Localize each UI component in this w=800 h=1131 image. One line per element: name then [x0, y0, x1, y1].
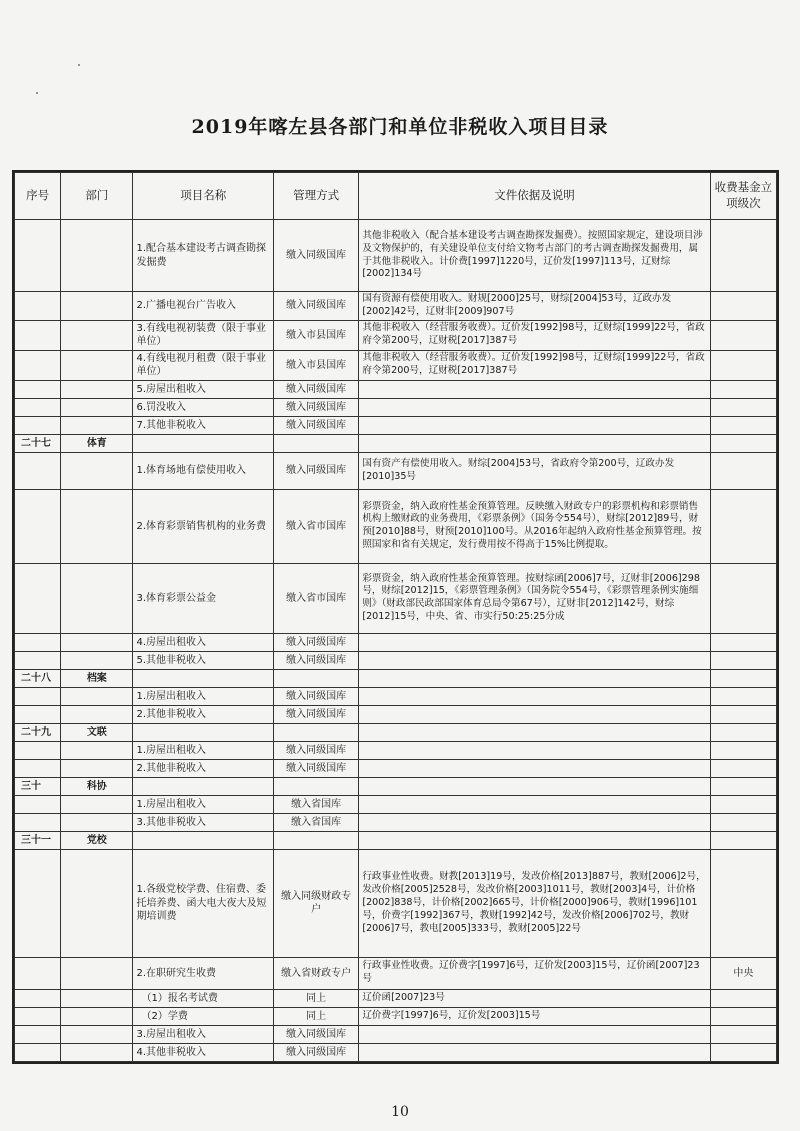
cell-document-basis [359, 723, 710, 741]
cell-approval-level [710, 633, 776, 651]
cell-approval-level [710, 795, 776, 813]
cell-management: 缴入同级国库 [274, 452, 359, 489]
cell-management: 缴入市县国库 [274, 320, 359, 350]
cell-document-basis [359, 705, 710, 723]
cell-management [274, 831, 359, 849]
cell-item-name: 3.其他非税收入 [133, 813, 274, 831]
cell-dept [61, 651, 133, 669]
cell-approval-level [710, 398, 776, 416]
header-level: 收费基金立项级次 [710, 173, 776, 220]
cell-seq [15, 398, 61, 416]
cell-document-basis: 辽价函[2007]23号 [359, 989, 710, 1007]
cell-document-basis: 彩票资金，纳入政府性基金预算管理。按财综函[2006]7号，辽财非[2006]298号，财综[2012]15，《彩票管理条例》（国务院令554号，《彩票管理条例实施细则》（财政部民政部国家体育总局令第67号），辽财非[2012]142号，财综[2012]15号，中央、省、市实行50:25:25分成 [359, 563, 710, 633]
cell-seq [15, 741, 61, 759]
table-row [15, 1043, 777, 1061]
table-row [15, 220, 777, 292]
category-row [15, 723, 777, 741]
cell-approval-level [710, 759, 776, 777]
cell-dept [61, 1025, 133, 1043]
cell-approval-level [710, 320, 776, 350]
cell-approval-level [710, 434, 776, 452]
cell-document-basis: 辽价费字[1997]6号，辽价发[2003]15号 [359, 1007, 710, 1025]
cell-approval-level [710, 380, 776, 398]
cell-seq [15, 1025, 61, 1043]
cell-seq [15, 957, 61, 989]
cell-dept [61, 687, 133, 705]
table-header-row [15, 173, 777, 220]
cell-management: 缴入省国库 [274, 795, 359, 813]
cell-approval-level [710, 292, 776, 321]
cell-item-name: 2.其他非税收入 [133, 759, 274, 777]
category-row [15, 669, 777, 687]
cell-item-name: 4.其他非税收入 [133, 1043, 274, 1061]
table-row [15, 380, 777, 398]
cell-seq [15, 651, 61, 669]
cell-seq [15, 687, 61, 705]
table-row [15, 633, 777, 651]
cell-item-name: 1.体育场地有偿使用收入 [133, 452, 274, 489]
cell-document-basis: 行政事业性收费。财教[2013]19号，发改价格[2013]887号，教财[2006]2号，发改价格[2005]2528号，发改价格[2003]1011号，教财[2003]4号，计价格[2002]838号，计价格[2002]665号，计价格[2000]906号，教财[1996]101号，价费字[1992]367号，教财[1992]42号，发改价格[2006]702号，教财[2006]7号，教电[2005]333号，教财[2005]22号 [359, 849, 710, 957]
cell-dept [61, 705, 133, 723]
cell-seq: 二十八 [15, 669, 61, 687]
cell-item-name: 1.房屋出租收入 [133, 741, 274, 759]
cell-seq [15, 380, 61, 398]
cell-approval-level [710, 723, 776, 741]
cell-management: 缴入同级国库 [274, 651, 359, 669]
cell-item-name: 1.房屋出租收入 [133, 687, 274, 705]
cell-item-name: 2.其他非税收入 [133, 705, 274, 723]
table-row [15, 416, 777, 434]
cell-seq [15, 416, 61, 434]
cell-management: 缴入同级国库 [274, 633, 359, 651]
cell-approval-level [710, 687, 776, 705]
cell-document-basis: 国有资源有偿使用收入。财规[2000]25号，财综[2004]53号，辽政办发[2002]42号，辽财非[2009]907号 [359, 292, 710, 321]
cell-seq [15, 220, 61, 292]
cell-dept [61, 380, 133, 398]
table-body [15, 220, 777, 1062]
cell-document-basis [359, 831, 710, 849]
cell-dept [61, 489, 133, 563]
table-row [15, 759, 777, 777]
cell-dept [61, 563, 133, 633]
cell-item-name: 3.房屋出租收入 [133, 1025, 274, 1043]
cell-dept [61, 989, 133, 1007]
cell-item-name: 3.有线电视初装费（限于事业单位） [133, 320, 274, 350]
table-row [15, 1025, 777, 1043]
cell-seq [15, 813, 61, 831]
cell-seq: 二十九 [15, 723, 61, 741]
cell-item-name [133, 434, 274, 452]
cell-seq [15, 489, 61, 563]
cell-management: 缴入同级国库 [274, 416, 359, 434]
cell-dept: 档案 [61, 669, 133, 687]
cell-dept [61, 813, 133, 831]
header-doc: 文件依据及说明 [359, 173, 710, 220]
cell-management: 缴入省市国库 [274, 563, 359, 633]
cell-approval-level [710, 350, 776, 380]
cell-item-name: 2.体育彩票销售机构的业务费 [133, 489, 274, 563]
cell-document-basis [359, 741, 710, 759]
cell-management [274, 723, 359, 741]
cell-document-basis [359, 795, 710, 813]
cell-seq: 三十一 [15, 831, 61, 849]
cell-item-name [133, 723, 274, 741]
cell-seq [15, 292, 61, 321]
cell-document-basis: 行政事业性收费。辽价费字[1997]6号，辽价发[2003]15号，辽价函[2007]23号 [359, 957, 710, 989]
cell-dept [61, 320, 133, 350]
cell-dept [61, 741, 133, 759]
cell-document-basis [359, 777, 710, 795]
cell-seq [15, 849, 61, 957]
table-row [15, 849, 777, 957]
cell-item-name: 2.在职研究生收费 [133, 957, 274, 989]
cell-approval-level [710, 741, 776, 759]
cell-document-basis [359, 687, 710, 705]
cell-document-basis [359, 434, 710, 452]
cell-seq: 三十 [15, 777, 61, 795]
cell-dept [61, 292, 133, 321]
table-row [15, 452, 777, 489]
cell-document-basis: 其他非税收入（经营服务收费）。辽价发[1992]98号，辽财综[1999]22号，省政府令第200号，辽财税[2017]387号 [359, 320, 710, 350]
cell-dept [61, 452, 133, 489]
cell-document-basis [359, 1043, 710, 1061]
cell-document-basis [359, 813, 710, 831]
cell-seq: 二十七 [15, 434, 61, 452]
cell-management [274, 777, 359, 795]
cell-seq [15, 320, 61, 350]
cell-item-name: 4.有线电视月租费（限于事业单位） [133, 350, 274, 380]
cell-seq [15, 1007, 61, 1025]
cell-approval-level [710, 989, 776, 1007]
cell-seq [15, 1043, 61, 1061]
page-number: 10 [391, 1104, 409, 1120]
header-seq: 序号 [15, 173, 61, 220]
header-dept: 部门 [61, 173, 133, 220]
cell-management: 缴入同级国库 [274, 1025, 359, 1043]
cell-dept [61, 849, 133, 957]
cell-approval-level [710, 220, 776, 292]
cell-approval-level: 中央 [710, 957, 776, 989]
cell-seq [15, 759, 61, 777]
cell-document-basis [359, 398, 710, 416]
cell-dept [61, 957, 133, 989]
table-row [15, 813, 777, 831]
cell-management: 缴入同级国库 [274, 759, 359, 777]
cell-dept [61, 759, 133, 777]
cell-seq [15, 563, 61, 633]
cell-approval-level [710, 489, 776, 563]
cell-dept [61, 220, 133, 292]
category-row [15, 831, 777, 849]
cell-item-name: 1.各级党校学费、住宿费、委托培养费、函大电大夜大及短期培训费 [133, 849, 274, 957]
cell-approval-level [710, 1007, 776, 1025]
cell-item-name [133, 831, 274, 849]
table-row [15, 350, 777, 380]
cell-document-basis: 其他非税收入（配合基本建设考古调查勘探发掘费）。按照国家规定，建设项目涉及文物保护的，有关建设单位支付给文物考古部门的考古调查勘探发掘费用，属于其他非税收入。计价费[1997]1220号，辽价发[1997]113号，辽财综[2002]134号 [359, 220, 710, 292]
cell-item-name: 4.房屋出租收入 [133, 633, 274, 651]
cell-management: 缴入同级国库 [274, 292, 359, 321]
cell-approval-level [710, 669, 776, 687]
cell-management: 缴入同级国库 [274, 380, 359, 398]
cell-approval-level [710, 1043, 776, 1061]
cell-management: 缴入同级国库 [274, 705, 359, 723]
cell-management: 缴入同级财政专户 [274, 849, 359, 957]
cell-dept: 党校 [61, 831, 133, 849]
cell-dept [61, 350, 133, 380]
cell-approval-level [710, 452, 776, 489]
cell-management: 缴入省财政专户 [274, 957, 359, 989]
cell-seq [15, 452, 61, 489]
cell-document-basis: 其他非税收入（经营服务收费）。辽价发[1992]98号，辽财综[1999]22号，省政府令第200号，辽财税[2017]387号 [359, 350, 710, 380]
table-row [15, 687, 777, 705]
category-row [15, 434, 777, 452]
header-name: 项目名称 [133, 173, 274, 220]
header-mgmt: 管理方式 [274, 173, 359, 220]
cell-approval-level [710, 777, 776, 795]
table-row [15, 489, 777, 563]
table-row [15, 292, 777, 321]
cell-approval-level [710, 831, 776, 849]
table-row [15, 705, 777, 723]
table-row [15, 989, 777, 1007]
cell-document-basis: 彩票资金，纳入政府性基金预算管理。反映缴入财政专户的彩票机构和彩票销售机构上缴财政的业务费用，《彩票条例》（国务令554号），财综[2012]89号，财预[2010]88号，财预[2010]100号。从2016年起纳入政府性基金预算管理。按照国家和省有关规定，发行费用按不得高于15%比例提取。 [359, 489, 710, 563]
cell-dept [61, 398, 133, 416]
scan-speck [78, 64, 80, 66]
cell-item-name: 3.体育彩票公益金 [133, 563, 274, 633]
scan-speck [36, 92, 38, 94]
cell-management: 缴入同级国库 [274, 220, 359, 292]
cell-management: 缴入同级国库 [274, 741, 359, 759]
cell-management: 同上 [274, 989, 359, 1007]
cell-dept [61, 633, 133, 651]
cell-item-name: 2.广播电视台广告收入 [133, 292, 274, 321]
cell-item-name: 5.其他非税收入 [133, 651, 274, 669]
table-row [15, 320, 777, 350]
cell-item-name [133, 777, 274, 795]
cell-management: 缴入省国库 [274, 813, 359, 831]
cell-approval-level [710, 1025, 776, 1043]
table-row [15, 1007, 777, 1025]
cell-dept: 体育 [61, 434, 133, 452]
table-row [15, 563, 777, 633]
cell-approval-level [710, 705, 776, 723]
cell-approval-level [710, 416, 776, 434]
cell-item-name: 1.配合基本建设考古调查勘探发掘费 [133, 220, 274, 292]
cell-seq [15, 989, 61, 1007]
cell-management: 同上 [274, 1007, 359, 1025]
category-row [15, 777, 777, 795]
cell-approval-level [710, 651, 776, 669]
project-catalog-table [12, 170, 779, 1064]
cell-management: 缴入省市国库 [274, 489, 359, 563]
cell-management [274, 669, 359, 687]
table-row [15, 651, 777, 669]
cell-item-name: （1）报名考试费 [133, 989, 274, 1007]
cell-document-basis [359, 759, 710, 777]
table-row [15, 957, 777, 989]
cell-document-basis: 国有资产有偿使用收入。财综[2004]53号，省政府令第200号，辽政办发[2010]35号 [359, 452, 710, 489]
cell-management [274, 434, 359, 452]
cell-item-name: 6.罚没收入 [133, 398, 274, 416]
cell-document-basis [359, 1025, 710, 1043]
cell-document-basis [359, 633, 710, 651]
table-row [15, 795, 777, 813]
cell-document-basis [359, 416, 710, 434]
cell-dept [61, 1043, 133, 1061]
cell-management: 缴入同级国库 [274, 398, 359, 416]
cell-seq [15, 350, 61, 380]
cell-management: 缴入同级国库 [274, 1043, 359, 1061]
cell-dept [61, 795, 133, 813]
cell-approval-level [710, 849, 776, 957]
cell-document-basis [359, 651, 710, 669]
cell-document-basis [359, 669, 710, 687]
cell-dept [61, 416, 133, 434]
page-title: 2019年喀左县各部门和单位非税收入项目目录 [191, 116, 609, 138]
cell-dept [61, 1007, 133, 1025]
cell-item-name: 5.房屋出租收入 [133, 380, 274, 398]
cell-management: 缴入同级国库 [274, 687, 359, 705]
cell-item-name: （2）学费 [133, 1007, 274, 1025]
cell-item-name: 7.其他非税收入 [133, 416, 274, 434]
table-row [15, 741, 777, 759]
cell-seq [15, 795, 61, 813]
cell-seq [15, 633, 61, 651]
cell-approval-level [710, 563, 776, 633]
cell-approval-level [710, 813, 776, 831]
cell-document-basis [359, 380, 710, 398]
cell-dept: 科协 [61, 777, 133, 795]
cell-seq [15, 705, 61, 723]
cell-item-name [133, 669, 274, 687]
cell-dept: 文联 [61, 723, 133, 741]
table-row [15, 398, 777, 416]
cell-management: 缴入市县国库 [274, 350, 359, 380]
cell-item-name: 1.房屋出租收入 [133, 795, 274, 813]
